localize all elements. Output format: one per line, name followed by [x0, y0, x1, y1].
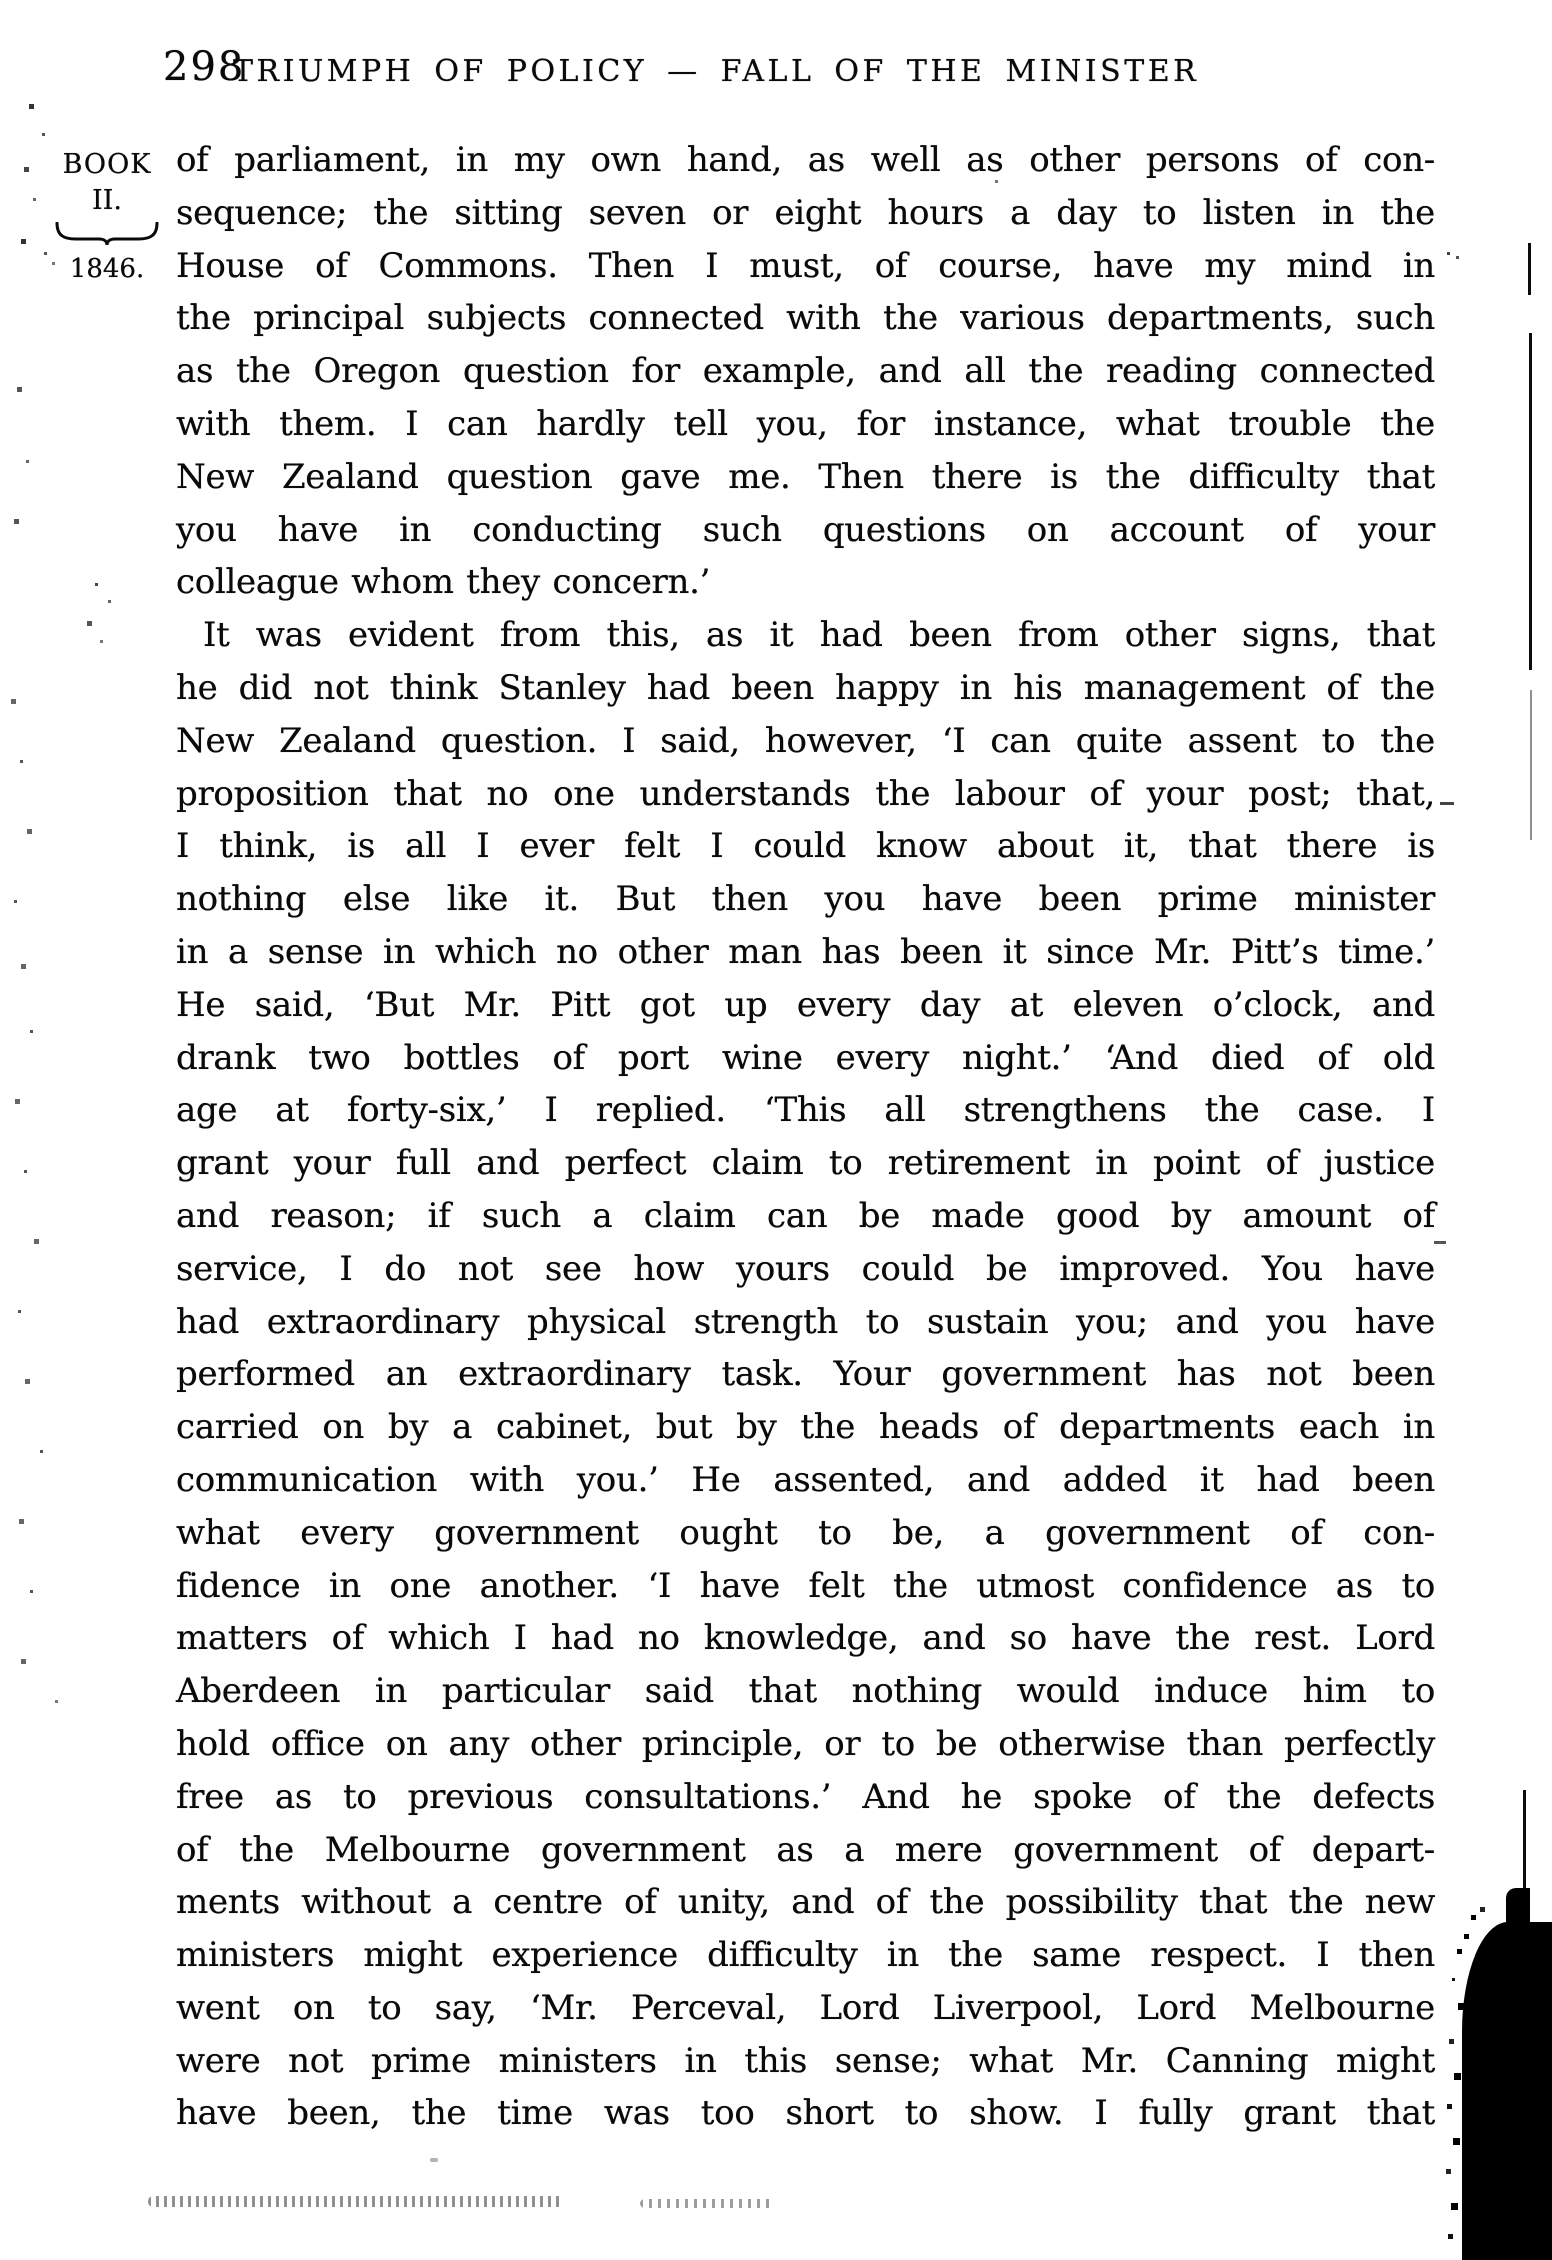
text-line: have been, the time was too short to show. I fully grant that [176, 2093, 1435, 2134]
text-line: what every government ought to be, a government of con- [176, 1512, 1435, 1553]
text-line: ministers might experience difficulty in the same respect. I then [176, 1935, 1435, 1976]
scan-artifact-specks [0, 0, 3, 3]
text-line: were not prime ministers in this sense; what Mr. Canning might [176, 2040, 1435, 2081]
text-line: free as to previous consultations.’ And he spoke of the defects [176, 1776, 1435, 1817]
text-line: ments without a centre of unity, and of the possibility that the new [176, 1882, 1435, 1923]
text-line: nothing else like it. But then you have been prime minister [176, 879, 1435, 920]
running-title: TRIUMPH OF POLICY — FALL OF THE MINISTER [233, 54, 1200, 89]
scan-artifact-line [1529, 333, 1532, 670]
text-line: the principal subjects connected with the various departments, such [176, 298, 1435, 339]
text-line: proposition that no one understands the labour of your post; that, [176, 773, 1435, 814]
text-line: you have in conducting such questions on account of your [176, 509, 1435, 550]
scan-artifact-gutter-shadow [1462, 1922, 1552, 2260]
text-line: hold office on any other principle, or to be otherwise than perfectly [176, 1723, 1435, 1764]
text-line: service, I do not see how yours could be improved. You have [176, 1248, 1435, 1289]
text-line: New Zealand question. I said, however, ‘I can quite assent to the [176, 720, 1435, 761]
text-line: House of Commons. Then I must, of course, have my mind in [176, 245, 1435, 286]
scan-artifact-mark [1440, 802, 1454, 805]
text-line: of the Melbourne government as a mere government of depart- [176, 1829, 1435, 1870]
text-line: New Zealand question gave me. Then there is the difficulty that [176, 456, 1435, 497]
text-line: went on to say, ‘Mr. Perceval, Lord Liverpool, Lord Melbourne [176, 1987, 1435, 2028]
underbrace-icon [54, 222, 160, 246]
text-line: carried on by a cabinet, but by the heads of departments each in [176, 1407, 1435, 1448]
margin-book-numeral: II. [92, 185, 122, 216]
text-line: had extraordinary physical strength to sustain you; and you have [176, 1301, 1435, 1342]
scan-artifact-mark [1434, 1241, 1446, 1244]
text-line: He said, ‘But Mr. Pitt got up every day at eleven o’clock, and [176, 984, 1435, 1025]
text-line: he did not think Stanley had been happy in his management of the [176, 667, 1435, 708]
text-line: sequence; the sitting seven or eight hours a day to listen in the [176, 192, 1435, 233]
scan-artifact-smudge [430, 2158, 438, 2162]
text-line: colleague whom they concern.’ [176, 562, 711, 603]
text-line: It was evident from this, as it had been from other signs, that [203, 615, 1435, 656]
text-line: matters of which I had no knowledge, and so have the rest. Lord [176, 1618, 1435, 1659]
scan-artifact-line [1530, 690, 1532, 840]
scan-artifact-smudge [148, 2196, 563, 2207]
margin-note [48, 146, 166, 284]
text-line: drank two bottles of port wine every night.’ ‘And died of old [176, 1037, 1435, 1078]
text-line: Aberdeen in particular said that nothing would induce him to [176, 1671, 1435, 1712]
text-line: fidence in one another. ‘I have felt the utmost confidence as to [176, 1565, 1435, 1606]
scan-artifact-line [1528, 243, 1531, 295]
text-line: communication with you.’ He assented, and added it had been [176, 1459, 1435, 1500]
text-line: performed an extraordinary task. Your government has not been [176, 1354, 1435, 1395]
text-line: and reason; if such a claim can be made good by amount of [176, 1195, 1435, 1236]
text-line: in a sense in which no other man has been it since Mr. Pitt’s time.’ [176, 931, 1435, 972]
text-line: I think, is all I ever felt I could know about it, that there is [176, 826, 1435, 867]
margin-book-label: BOOK [62, 149, 152, 180]
scan-artifact-smudge [640, 2199, 775, 2208]
text-line: as the Oregon question for example, and all the reading connected [176, 351, 1435, 392]
text-line: of parliament, in my own hand, as well as other persons of con- [176, 140, 1435, 180]
text-line: with them. I can hardly tell you, for instance, what trouble the [176, 403, 1435, 444]
text-line: grant your full and perfect claim to retirement in point of justice [176, 1143, 1435, 1184]
margin-year-label: 1846. [69, 254, 145, 284]
text-line: age at forty-six,’ I replied. ‘This all strengthens the case. I [176, 1090, 1435, 1131]
body-text [176, 134, 1435, 2140]
page-number: 298 [163, 44, 246, 90]
